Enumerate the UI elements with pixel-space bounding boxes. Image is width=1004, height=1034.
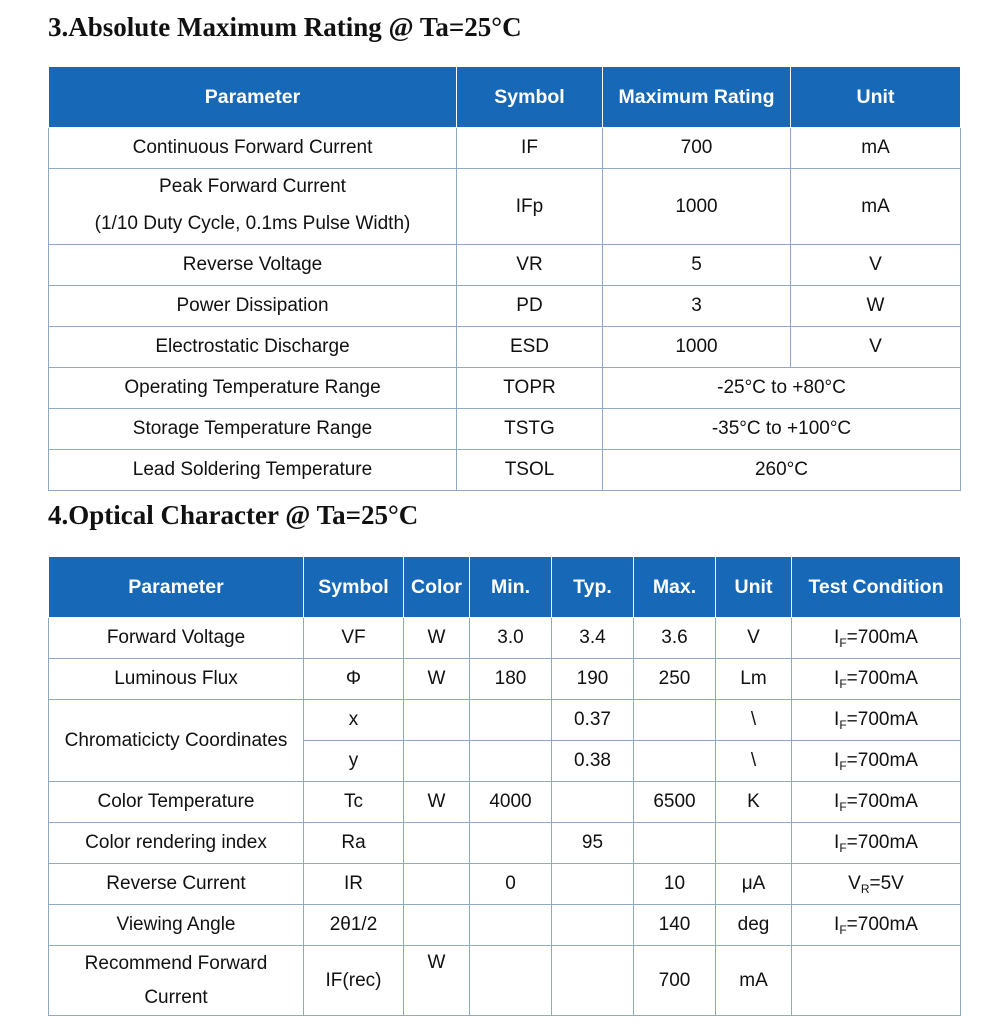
header-test-condition: Test Condition bbox=[792, 557, 961, 618]
header-unit: Unit bbox=[791, 67, 961, 128]
table-row bbox=[49, 905, 961, 946]
cell-symbol: VR bbox=[457, 245, 603, 286]
cell-min: 180 bbox=[470, 659, 552, 700]
table-row bbox=[49, 659, 961, 700]
cell-test-condition: $V_R=5V$ bbox=[792, 864, 961, 905]
cell-test-condition: $I_F=700mA$ bbox=[792, 905, 961, 946]
cell-color bbox=[404, 823, 470, 864]
table-row bbox=[49, 169, 961, 245]
cell-parameter: Forward Voltage bbox=[49, 618, 304, 659]
cell-typ bbox=[552, 905, 634, 946]
cell-rating: 1000 bbox=[603, 169, 791, 245]
cell-typ: 95 bbox=[552, 823, 634, 864]
cell-unit: deg bbox=[716, 905, 792, 946]
cell-test-condition: $I_F=700mA$ bbox=[792, 700, 961, 741]
cell-min bbox=[470, 700, 552, 741]
cell-unit: \ bbox=[716, 741, 792, 782]
cell-min: 0 bbox=[470, 864, 552, 905]
cell-typ bbox=[552, 864, 634, 905]
cell-typ: 0.38 bbox=[552, 741, 634, 782]
cell-min bbox=[470, 946, 552, 1016]
header-unit: Unit bbox=[716, 557, 792, 618]
table-row bbox=[49, 245, 961, 286]
parameter-line-1: Recommend Forward bbox=[84, 952, 268, 974]
cell-symbol: ESD bbox=[457, 327, 603, 368]
cell-parameter: Chromaticicty Coordinates bbox=[49, 700, 304, 782]
cell-symbol: PD bbox=[457, 286, 603, 327]
cell-min bbox=[470, 905, 552, 946]
cell-max: 250 bbox=[634, 659, 716, 700]
cell-min: 3.0 bbox=[470, 618, 552, 659]
cell-rating: 1000 bbox=[603, 327, 791, 368]
cell-rating: 5 bbox=[603, 245, 791, 286]
cell-color: W bbox=[404, 659, 470, 700]
table-row bbox=[49, 946, 961, 1016]
header-color: Color bbox=[404, 557, 470, 618]
header-max: Max. bbox=[634, 557, 716, 618]
cell-rating: -35°C to +100°C bbox=[603, 409, 961, 450]
cell-typ bbox=[552, 946, 634, 1016]
cell-test-condition: $I_F=700mA$ bbox=[792, 741, 961, 782]
section-3-title: 3.Absolute Maximum Rating @ Ta=25°C bbox=[48, 12, 522, 42]
table-row bbox=[49, 450, 961, 491]
cell-symbol: IF(rec) bbox=[304, 946, 404, 1016]
header-maximum-rating: Maximum Rating bbox=[603, 67, 791, 128]
cell-unit: V bbox=[791, 245, 961, 286]
table-row bbox=[49, 128, 961, 169]
cell-parameter: Storage Temperature Range bbox=[49, 409, 457, 450]
cell-parameter bbox=[49, 169, 457, 245]
cell-parameter: Color rendering index bbox=[49, 823, 304, 864]
table-row bbox=[49, 409, 961, 450]
cell-parameter: Lead Soldering Temperature bbox=[49, 450, 457, 491]
table-row bbox=[49, 368, 961, 409]
header-typ: Typ. bbox=[552, 557, 634, 618]
cell-symbol: 2θ1/2 bbox=[304, 905, 404, 946]
cell-max: 10 bbox=[634, 864, 716, 905]
cell-rating: 260°C bbox=[603, 450, 961, 491]
cell-max bbox=[634, 741, 716, 782]
cell-unit: V bbox=[791, 327, 961, 368]
cell-symbol: VF bbox=[304, 618, 404, 659]
cell-typ: 3.4 bbox=[552, 618, 634, 659]
table-header-row bbox=[49, 557, 961, 618]
cell-typ: 190 bbox=[552, 659, 634, 700]
cell-unit: mA bbox=[716, 946, 792, 1016]
cell-test-condition: $I_F=700mA$ bbox=[792, 823, 961, 864]
cell-test-condition bbox=[792, 946, 961, 1016]
cell-min: 4000 bbox=[470, 782, 552, 823]
table-row bbox=[49, 823, 961, 864]
header-parameter: Parameter bbox=[49, 67, 457, 128]
cell-test-condition: $I_F=700mA$ bbox=[792, 618, 961, 659]
cell-max: 6500 bbox=[634, 782, 716, 823]
table-row bbox=[49, 327, 961, 368]
table-row bbox=[49, 700, 961, 741]
cell-color bbox=[404, 700, 470, 741]
cell-color: W bbox=[404, 946, 470, 1016]
cell-symbol: TOPR bbox=[457, 368, 603, 409]
cell-unit: K bbox=[716, 782, 792, 823]
cell-typ: 0.37 bbox=[552, 700, 634, 741]
cell-symbol: Tc bbox=[304, 782, 404, 823]
cell-unit: μA bbox=[716, 864, 792, 905]
cell-parameter: Continuous Forward Current bbox=[49, 128, 457, 169]
absolute-maximum-rating-table bbox=[48, 66, 961, 491]
table-row bbox=[49, 782, 961, 823]
cell-typ bbox=[552, 782, 634, 823]
cell-parameter: Electrostatic Discharge bbox=[49, 327, 457, 368]
cell-test-condition: $I_F=700mA$ bbox=[792, 782, 961, 823]
table-row bbox=[49, 618, 961, 659]
cell-test-condition: $I_F=700mA$ bbox=[792, 659, 961, 700]
optical-character-table bbox=[48, 556, 961, 1016]
cell-rating: 700 bbox=[603, 128, 791, 169]
cell-color: W bbox=[404, 782, 470, 823]
cell-symbol: y bbox=[304, 741, 404, 782]
cell-color: W bbox=[404, 618, 470, 659]
header-parameter: Parameter bbox=[49, 557, 304, 618]
cell-unit: W bbox=[791, 286, 961, 327]
header-symbol: Symbol bbox=[457, 67, 603, 128]
cell-color bbox=[404, 905, 470, 946]
cell-symbol: IR bbox=[304, 864, 404, 905]
cell-symbol: IF bbox=[457, 128, 603, 169]
cell-parameter: Color Temperature bbox=[49, 782, 304, 823]
header-min: Min. bbox=[470, 557, 552, 618]
cell-parameter bbox=[49, 946, 304, 1016]
section-4-title: 4.Optical Character @ Ta=25°C bbox=[48, 500, 419, 530]
cell-color bbox=[404, 864, 470, 905]
cell-parameter: Reverse Voltage bbox=[49, 245, 457, 286]
cell-rating: -25°C to +80°C bbox=[603, 368, 961, 409]
cell-unit: Lm bbox=[716, 659, 792, 700]
cell-min bbox=[470, 741, 552, 782]
cell-symbol: TSTG bbox=[457, 409, 603, 450]
cell-parameter: Luminous Flux bbox=[49, 659, 304, 700]
header-symbol: Symbol bbox=[304, 557, 404, 618]
cell-color bbox=[404, 741, 470, 782]
table-row bbox=[49, 286, 961, 327]
table-header-row bbox=[49, 67, 961, 128]
cell-symbol: TSOL bbox=[457, 450, 603, 491]
cell-max bbox=[634, 700, 716, 741]
cell-max: 700 bbox=[634, 946, 716, 1016]
cell-symbol: IFp bbox=[457, 169, 603, 245]
cell-parameter: Power Dissipation bbox=[49, 286, 457, 327]
cell-unit: \ bbox=[716, 700, 792, 741]
cell-max: 3.6 bbox=[634, 618, 716, 659]
cell-max: 140 bbox=[634, 905, 716, 946]
cell-parameter: Operating Temperature Range bbox=[49, 368, 457, 409]
cell-unit: mA bbox=[791, 169, 961, 245]
cell-unit: V bbox=[716, 618, 792, 659]
cell-unit: mA bbox=[791, 128, 961, 169]
cell-max bbox=[634, 823, 716, 864]
cell-min bbox=[470, 823, 552, 864]
parameter-line-2: (1/10 Duty Cycle, 0.1ms Pulse Width) bbox=[94, 212, 411, 234]
cell-symbol: Φ bbox=[304, 659, 404, 700]
parameter-line-1: Peak Forward Current bbox=[159, 175, 346, 197]
table-row bbox=[49, 864, 961, 905]
cell-symbol: x bbox=[304, 700, 404, 741]
cell-rating: 3 bbox=[603, 286, 791, 327]
cell-parameter: Viewing Angle bbox=[49, 905, 304, 946]
cell-symbol: Ra bbox=[304, 823, 404, 864]
cell-unit bbox=[716, 823, 792, 864]
cell-parameter: Reverse Current bbox=[49, 864, 304, 905]
parameter-line-2: Current bbox=[144, 986, 208, 1008]
